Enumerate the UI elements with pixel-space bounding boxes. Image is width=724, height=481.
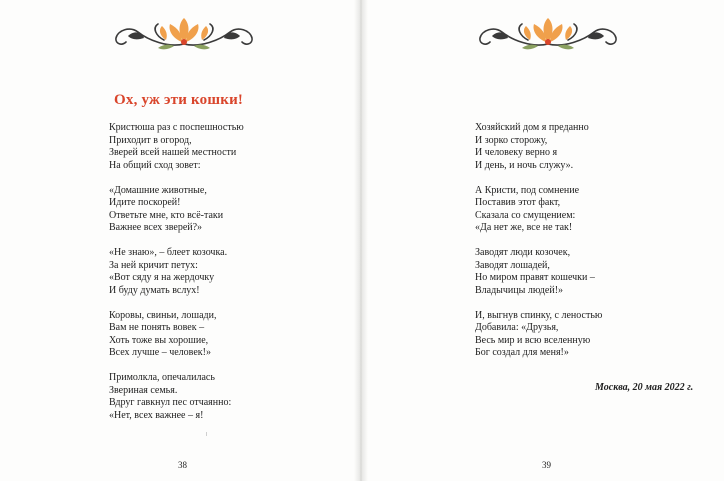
poem-line: И зорко сторожу, [475,134,548,146]
signature-date: Москва, 20 мая 2022 г. [595,382,694,393]
poem-line: Всех лучше – человек!» [109,347,211,358]
poem-line: Приходит в огород, [109,134,192,146]
poem-line: Заводят лошадей, [475,259,550,271]
poem-line: Звериная семья. [109,384,178,396]
stanza [475,247,602,297]
page-number-left: 38 [178,460,187,470]
poem-line: И буду думать вслух! [109,284,200,296]
poem-line: «Да нет же, все не так! [475,222,573,233]
poem-line: И день, и ночь служу». [475,159,574,171]
stanza [109,122,244,172]
poem-line: Идите поскорей! [109,197,181,208]
poem-title: Ох, уж эти кошки! [114,92,244,108]
poem-line: Зверей всей нашей местности [109,147,237,158]
floral-ornament-icon [472,14,624,54]
poem-right-column [475,122,602,372]
stanza [109,310,244,360]
poem-line: На общий сход зовет: [109,159,201,171]
stanza [109,185,244,235]
floral-ornament-icon [108,14,260,54]
poem-line: За ней кричит петух: [109,259,198,271]
poem-line: «Не знаю», – блеет козочка. [109,247,228,258]
poem-line: Заводят люди козочек, [475,247,571,258]
book-gutter [354,0,368,481]
poem-line: «Домашние животные, [109,184,207,196]
stanza [109,247,244,297]
poem-line: Бог создал для меня!» [475,347,569,358]
poem-line: Коровы, свиньи, лошади, [109,309,217,321]
poem-left-column [109,122,244,435]
stanza [109,372,244,422]
stanza [475,185,602,235]
page-number-right: 39 [542,460,551,470]
poem-line: Весь мир и всю вселенную [475,334,591,346]
poem-line: Вдруг гавкнул пес отчаянно: [109,397,232,408]
poem-line: А Кристи, под сомнение [475,184,580,196]
stanza [475,310,602,360]
poem-line: Вам не понять вовек – [109,322,205,333]
poem-line: Хоть тоже вы хорошие, [109,334,209,346]
poem-line: И человеку верно я [475,147,558,158]
poem-line: Но миром правят кошечки – [475,272,595,283]
poem-line: «Вот сяду я на жердочку [109,272,215,283]
stanza [475,122,602,172]
poem-line: Добавила: «Друзья, [475,322,559,333]
poem-line: Хозяйский дом я преданно [475,122,589,133]
poem-line: Поставив этот факт, [475,197,561,208]
poem-line: Сказала со смущением: [475,209,576,221]
poem-line: Примолкла, опечалилась [109,372,215,383]
poem-line: И, выгнув спинку, с леностью [475,309,603,321]
poem-line: Кристюша раз с поспешностью [109,122,244,133]
poem-line: Важнее всех зверей?» [109,222,203,233]
poem-line: Владычицы людей!» [475,284,564,296]
print-mark [206,432,207,436]
poem-line: Ответьте мне, кто всё-таки [109,209,224,221]
poem-line: «Нет, всех важнее – я! [109,409,204,421]
